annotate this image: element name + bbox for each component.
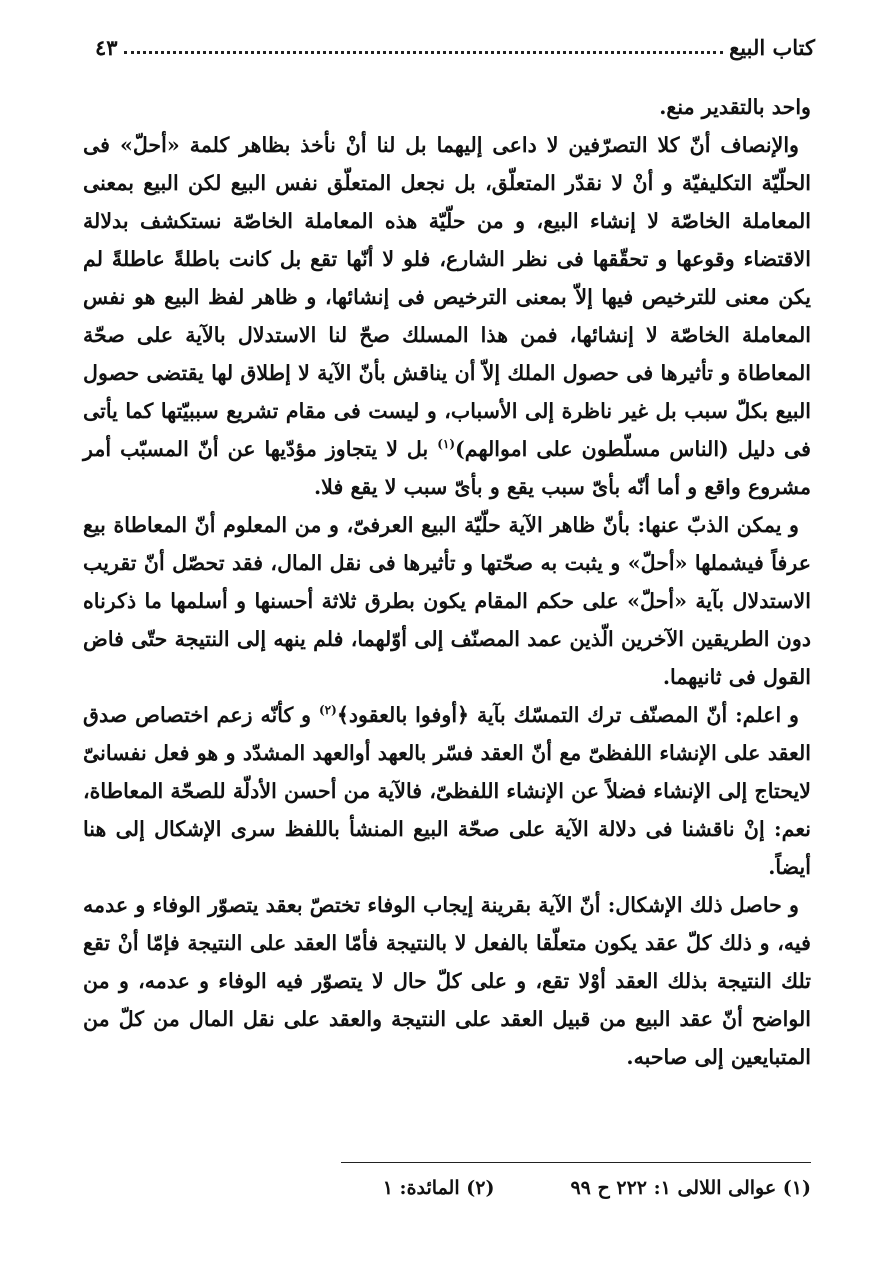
paragraph-4-text: و اعلم: أنّ المصنّف ترك التمسّك بآية ﴿أوفوا بالعقود﴾: [336, 703, 799, 727]
main-text: [83, 88, 811, 1076]
footnotes: [341, 1170, 811, 1206]
book-title: كتاب البيع: [729, 35, 815, 60]
footnote-2: (٢) المائدة: ١: [382, 1177, 495, 1199]
paragraph-5: و حاصل ذلك الإشكال: أنّ الآية بقرينة إيجاب الوفاء تختصّ بعقد يتصوّر الوفاء و عدمه فيه، و ذلك كلّ عقد يكون متعلّقا بالفعل لا بالنتيجة فأمّا العقد على النتيجة فإمّا أنْ تقع تلك النتيجة بذلك العقد أوْلا تقع، و على كلّ حال لا يتصوّر فيه الوفاء و عدمه، و من الواضح أنّ عقد البيع من قبيل العقد على النتيجة والعقد على نقل المال من كلّ من المتبايعين إلى صاحبه.: [83, 893, 811, 1069]
footnote-ref-2: (٢): [318, 703, 337, 718]
paragraph-3: و يمكن الذبّ عنها: بأنّ ظاهر الآية حلّيّة البيع العرفىّ، و من المعلوم أنّ المعاطاة بيع عرفاً فيشملها «أحلّ» و يثبت به صحّتها و تأثيرها فى نقل المال، فقد تحصّل أنّ تقريب الاستدلال بآية «أحلّ» على حكم المقام يكون بطرق ثلاثة أحسنها و أسلمها ما ذكرناه دون الطريقين الآخرين الّذين عمد المصنّف إلى أوّلهما، فلم ينهه إلى النتيجة حتّى فاض القول فى ثانيهما.: [83, 513, 811, 689]
page-number: ٤٣: [95, 35, 118, 60]
footnote-ref-1: (١): [437, 437, 456, 452]
footnote-separator: [341, 1162, 811, 1163]
header-dot-leader: [124, 51, 724, 54]
paragraph-2-continuation: بل لا يتجاوز مؤدّيها عن أنّ المسبّب أمر مشروع واقع و أما أنّه بأىّ سبب يقع و بأىّ سبب لا يقع فلا.: [83, 437, 811, 499]
footnote-1: (١) عوالى اللالى ١: ٢٢٢ ح ٩٩: [570, 1177, 811, 1199]
paragraph-4: [83, 696, 811, 886]
paragraph-4-continuation: و كأنّه زعم اختصاص صدق العقد على الإنشاء اللفظىّ مع أنّ العقد فسّر بالعهد أوالعهد المشدّد و هو فعل نفسانىّ لايحتاج إلى الإنشاء فضلاً عن الإنشاء اللفظىّ، فالآية من أحسن الأدلّة للصحّة المعاطاة، نعم: إنْ ناقشنا فى دلالة الآية على صحّة البيع المنشأ باللفظ سرى الإشكال إلى هنا أيضاً.: [83, 703, 811, 879]
paragraph-2: [83, 126, 811, 506]
paragraph-2-text: والإنصاف أنّ كلا التصرّفين لا داعى إليهما بل لنا أنْ نأخذ بظاهر كلمة «أحلّ» فى الحلّيّة التكليفيّة و أنْ لا نقدّر المتعلّق، بل نجعل المتعلّق نفس البيع لكن البيع بمعنى المعاملة الخاصّة لا إنشاء البيع، و من حلّيّة هذه المعاملة الخاصّة نستكشف بدلالة الاقتضاء وقوعها و تحقّقها فى نظر الشارع، فلو لا أنّها تقع بل كانت باطلةً عاطلةً لم يكن معنى للترخيص فيها إلاّ بمعنى الترخيص فى إنشائها، و ظاهر لفظ البيع هو نفس المعاملة الخاصّة لا إنشائها، فمن هذا المسلك صحّ لنا الاستدلال بالآية على صحّة المعاطاة و تأثيرها فى حصول الملك إلاّ أن يناقش بأنّ الآية لا إطلاق لها يقتضى حصول البيع بكلّ سبب بل غير ناظرة إلى الأسباب، و ليست فى مقام تشريع سببيّتها كما يأتى فى دليل (الناس مسلّطون على اموالهم): [83, 133, 811, 461]
paragraph-1: واحد بالتقدير منع.: [659, 95, 811, 119]
running-header: [95, 30, 815, 60]
